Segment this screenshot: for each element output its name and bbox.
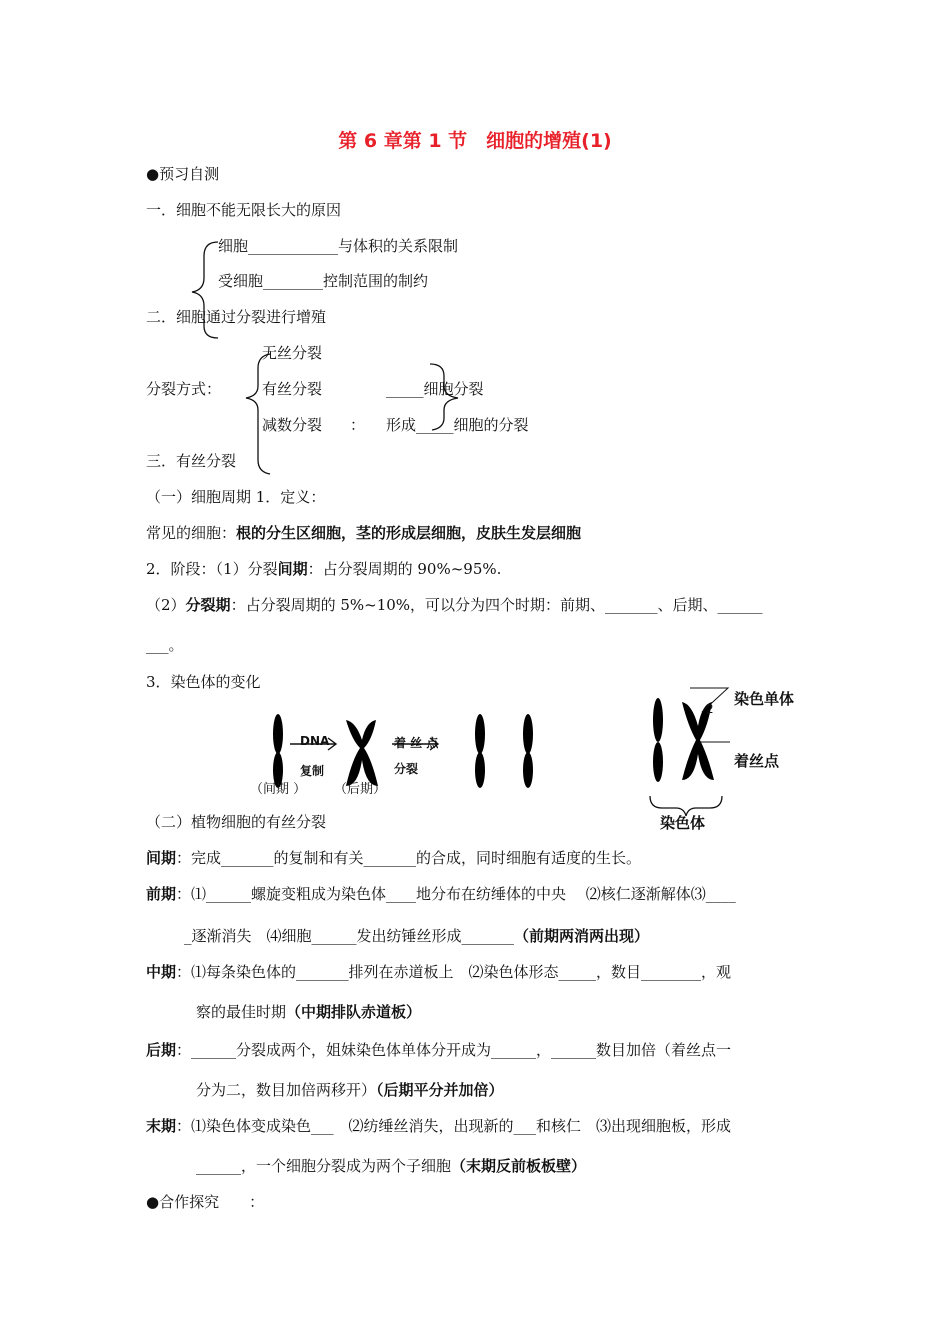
explore-heading: ●合作探究 ： [146, 1193, 265, 1211]
meiosis-label: 减数分裂 [262, 416, 323, 434]
telophase-mnemonic: （末期反前板板壁） [451, 1157, 587, 1175]
telophase-text-2: ______，一个细胞分裂成为两个子细胞 [196, 1157, 452, 1175]
plant-mitosis-heading: （二）植物细胞的有丝分裂 [146, 813, 327, 831]
stage-a-suffix: ：占分裂周期的 90%~95%. [307, 560, 502, 578]
separated-chromosome-b [523, 714, 533, 788]
separated-chromosome-a [475, 714, 485, 788]
anaphase-line-2 [196, 1080, 504, 1100]
stage-division-line-2: ___。 [146, 636, 184, 654]
anaphase-text-2: 分为二，数目加倍两移开） [196, 1081, 377, 1099]
page-title: 第 6 章第 1 节 细胞的增殖(1) [338, 130, 612, 152]
prophase-text-2: _逐渐消失 ⑷细胞______发出纺锤丝形成_______ [184, 927, 515, 945]
stage-a-prefix: 2．阶段：（1）分裂 [146, 560, 278, 578]
stage-b-prefix: （2） [146, 596, 186, 614]
chromatid-label: 染色单体 [734, 690, 795, 708]
preview-heading: ●预习自测 [146, 165, 220, 183]
prophase-text: ：⑴______螺旋变粗成为染色体____地分布在纺缍体的中央 ⑵核仁逐渐解体⑶____ [176, 885, 736, 903]
interphase-tag: 间期 [146, 849, 177, 867]
replicated-chromosome [346, 720, 378, 786]
later-label: （后期） [334, 782, 387, 797]
mitosis-label: 有丝分裂 [262, 380, 323, 398]
common-cells-bold: 根的分生区细胞，茎的形成层细胞，皮肤生发层细胞 [236, 524, 582, 542]
anaphase-tag: 后期 [146, 1041, 177, 1059]
division-mode-label: 分裂方式： [146, 380, 222, 398]
chromosome-label: 染色体 [660, 814, 706, 832]
prophase-line [146, 884, 736, 904]
anaphase-text: ：______分裂成两个，姐妹染色体单体分开成为______，______数目加倍（着丝点一 [176, 1041, 732, 1059]
reason-nucleus: 受细胞________控制范围的制约 [218, 272, 429, 290]
telophase-line-2 [196, 1156, 586, 1176]
telophase-line [146, 1116, 731, 1136]
mitosis-cell-blank: _____细胞分裂 [386, 380, 484, 398]
telophase-tag: 末期 [146, 1117, 177, 1135]
meiosis-colon: ： [350, 416, 366, 434]
prophase-tag: 前期 [146, 885, 177, 903]
left-brace-1 [192, 242, 218, 338]
common-cells-prefix: 常见的细胞： [146, 524, 237, 542]
metaphase-tag: 中期 [146, 963, 177, 981]
dna-label: DNA [300, 734, 330, 748]
chromosome-change-heading: 3．染色体的变化 [146, 673, 261, 691]
metaphase-line-2 [196, 1002, 421, 1022]
anaphase-mnemonic: （后期平分并加倍） [376, 1081, 504, 1099]
left-brace-2 [246, 354, 270, 474]
right-brace [430, 364, 458, 430]
stage-a-bold: 间期 [277, 560, 308, 578]
metaphase-text: ：⑴每条染色体的_______排列在赤道板上 ⑵染色体形态_____，数目________，观 [176, 963, 732, 981]
interphase-line [146, 848, 641, 868]
prophase-line-2 [184, 926, 649, 946]
centromere-split-label: 着 丝 点 [394, 736, 439, 750]
meiosis-cell-blank: 形成_____细胞的分裂 [386, 416, 529, 434]
telophase-text: ：⑴染色体变成染色___ ⑵纺缍丝消失，出现新的___和核仁 ⑶出现细胞板，形成 [176, 1117, 732, 1135]
section-3-heading: 三．有丝分裂 [146, 452, 237, 470]
section-1-heading: 一．细胞不能无限长大的原因 [146, 201, 342, 219]
anaphase-line [146, 1040, 731, 1060]
replicate-label: 复制 [300, 764, 325, 778]
centromere-label: 着丝点 [734, 752, 780, 770]
cell-cycle-definition: （一）细胞周期 1．定义： [146, 488, 326, 506]
chromosome-single-right [653, 698, 663, 782]
section-2-heading: 二．细胞通过分裂进行增殖 [146, 308, 327, 326]
interphase-label: （间期 ） [250, 782, 307, 797]
number-2-label: 2 [706, 702, 714, 716]
metaphase-text-2: 察的最佳时期 [196, 1003, 287, 1021]
prophase-mnemonic: （前期两消两出现） [514, 927, 650, 945]
metaphase-line [146, 962, 731, 982]
stage-b-suffix: ：占分裂周期的 5%~10%，可以分为四个时期：前期、_______、后期、______ [230, 596, 763, 614]
split-label: 分裂 [394, 762, 419, 776]
stage-b-bold: 分裂期 [185, 596, 231, 614]
amitosis-label: 无丝分裂 [262, 344, 323, 362]
single-chromosome-1 [273, 714, 283, 788]
metaphase-mnemonic: （中期排队赤道板） [286, 1003, 422, 1021]
interphase-text: ：完成_______的复制和有关_______的合成，同时细胞有适度的生长。 [176, 849, 642, 867]
reason-surface-area: 细胞____________与体积的关系限制 [218, 237, 459, 255]
